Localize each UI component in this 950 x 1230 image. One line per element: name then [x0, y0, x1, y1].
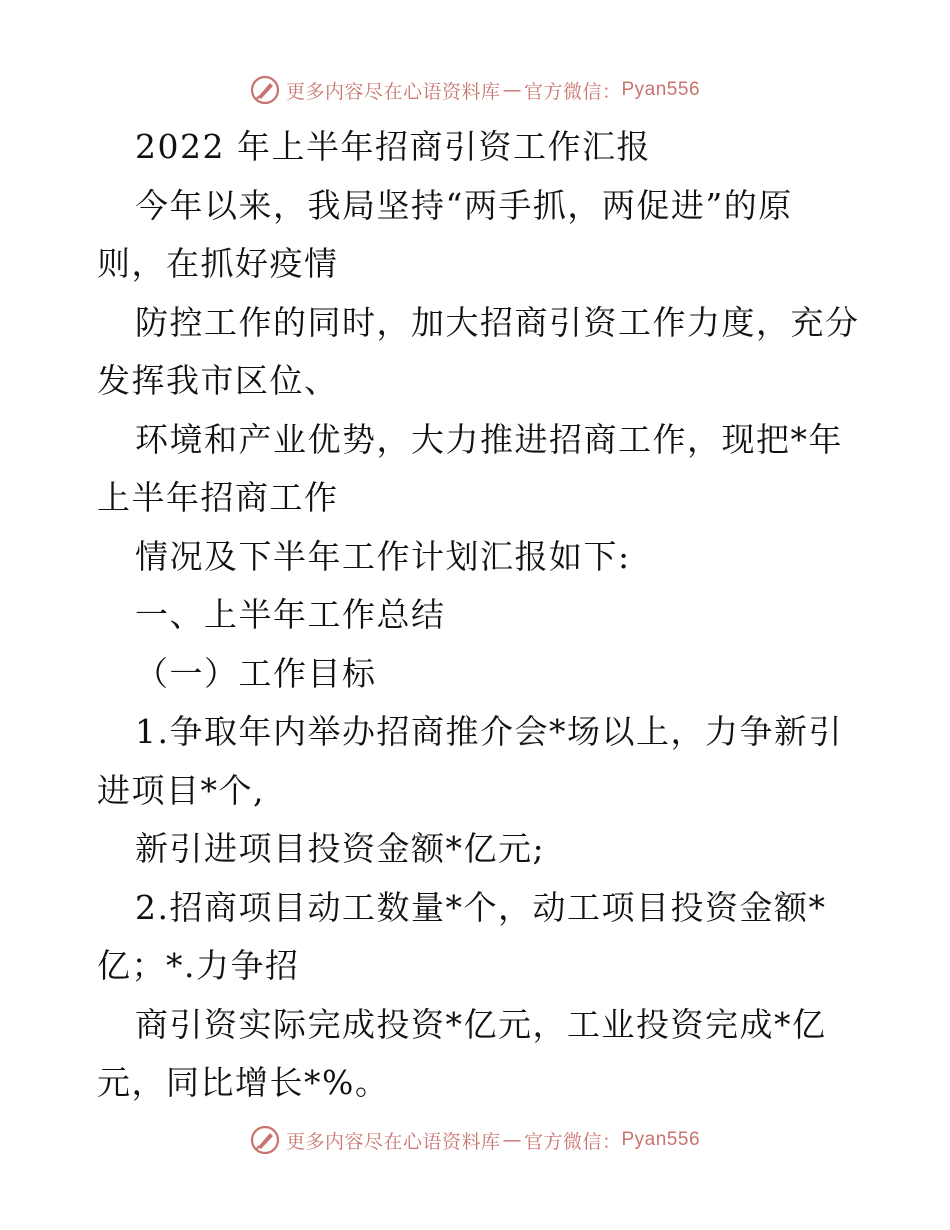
paragraph-line: 元，同比增长*%。 — [97, 1063, 390, 1102]
paragraph-line: 情况及下半年工作计划汇报如下: — [135, 536, 631, 576]
document-title: 2022 年上半年招商引资工作汇报 — [135, 127, 651, 166]
watermark-brand: 更多内容尽在心语资料库 — [285, 1130, 501, 1153]
header-watermark — [0, 70, 950, 110]
subsection-heading: （一）工作目标 — [135, 653, 377, 693]
watermark-contact-label: 官方微信： — [523, 80, 622, 103]
paragraph-line: 今年以来，我局坚持“两手抓，两促进”的原 — [135, 185, 793, 225]
watermark-contact-id: Pyan556 — [621, 79, 701, 100]
watermark-dash: — — [502, 1129, 522, 1151]
paragraph-line: 环境和产业优势，大力推进招商工作，现把*年 — [135, 419, 843, 459]
footer-watermark — [0, 1120, 950, 1160]
paragraph-line: 则，在抓好疫情 — [97, 244, 339, 283]
paragraph-line: 商引资实际完成投资*亿元，工业投资完成*亿 — [135, 1004, 827, 1044]
list-item: 1.争取年内举办招商推介会*场以上，力争新引 — [135, 712, 843, 751]
watermark-contact-id: Pyan556 — [621, 1129, 701, 1150]
document-body — [97, 118, 860, 1113]
list-item-continuation: 进项目*个, — [97, 770, 265, 810]
watermark-contact-label: 官方微信： — [523, 1130, 622, 1153]
watermark-dash: — — [502, 79, 522, 101]
section-heading: 一、上半年工作总结 — [135, 595, 446, 634]
quill-pen-logo-icon — [250, 1125, 280, 1155]
watermark-brand: 更多内容尽在心语资料库 — [285, 80, 501, 103]
paragraph-line: 防控工作的同时，加大招商引资工作力度，充分 — [135, 302, 860, 342]
paragraph-line: 上半年招商工作 — [97, 478, 339, 517]
quill-pen-logo-icon — [250, 75, 280, 105]
list-item-continuation: 亿；*.力争招 — [97, 946, 300, 985]
paragraph-line: 新引进项目投资金额*亿元; — [135, 829, 546, 868]
list-item: 2.招商项目动工数量*个，动工项目投资金额* — [135, 887, 827, 927]
paragraph-line: 发挥我市区位、 — [97, 361, 339, 400]
